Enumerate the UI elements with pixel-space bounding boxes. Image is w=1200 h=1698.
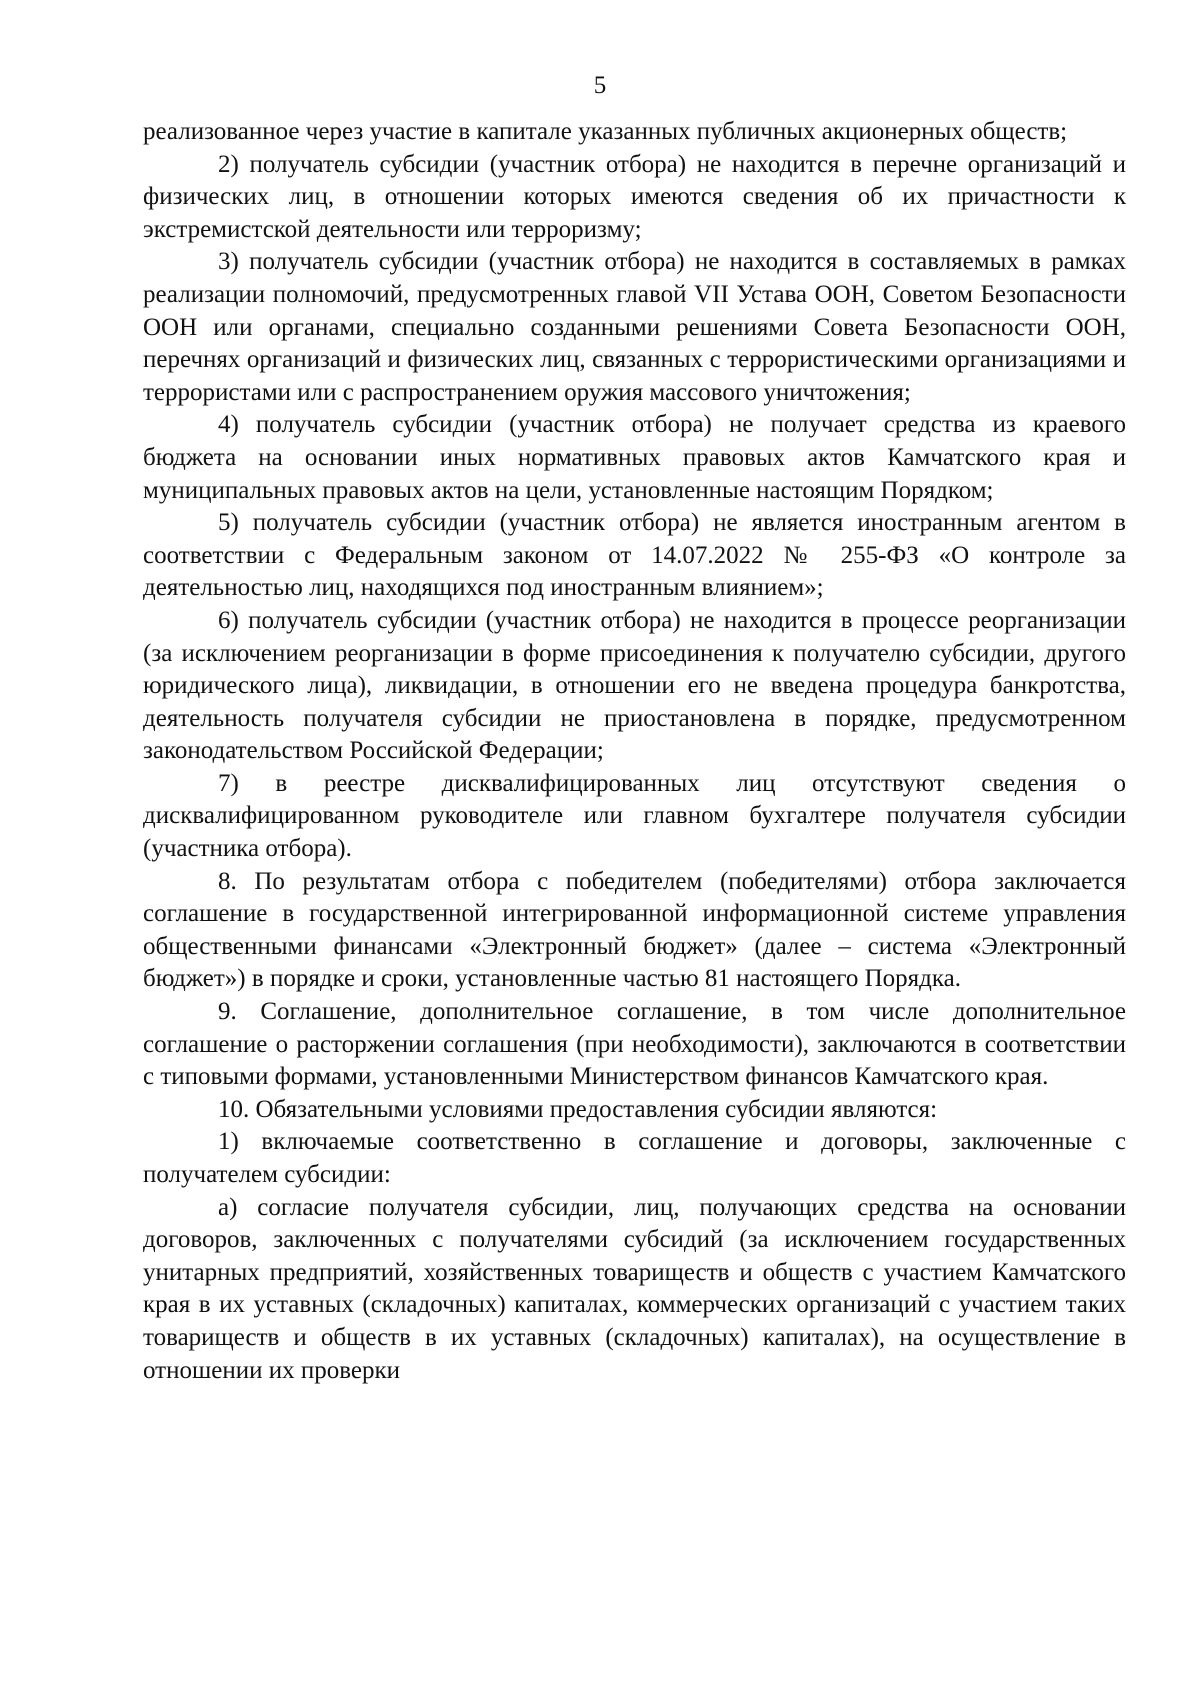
paragraph: 4) получатель субсидии (участник отбора) не получает средства из краевого бюджета на основании иных нормативных правовых актов Камчатского края и муниципальных правовых актов на цели, установленные настоящим Порядком; <box>143 411 1126 504</box>
paragraph: реализованное через участие в капитале указанных публичных акционерных обществ; <box>143 118 1068 145</box>
paragraph: 8. По результатам отбора с победителем (победителями) отбора заключается соглашение в государственной интегрированной информационной системе управления общественными финансами «Электронный бюджет» (далее – система «Электронный бюджет») в порядке и сроки, установленные частью 81 настоящего Порядка. <box>143 867 1126 993</box>
paragraph: 1) включаемые соответственно в соглашение и договоры, заключенные с получателем субсидии: <box>143 1128 1126 1188</box>
paragraph: 7) в реестре дисквалифицированных лиц отсутствуют сведения о дисквалифицированном руководителе или главном бухгалтере получателя субсидии (участника отбора). <box>143 769 1126 863</box>
paragraph: 10. Обязательными условиями предоставления субсидии являются: <box>218 1095 938 1123</box>
page-number: 5 <box>593 72 607 99</box>
paragraph: 3) получатель субсидии (участник отбора) не находится в составляемых в рамках реализации полномочий, предусмотренных главой VII Устава ООН, Советом Безопасности ООН или органами, специально созданными решениями Совета Безопасности ООН, перечнях организаций и физических лиц, связанных с террористическими организациями и террористами или с распространением оружия массового уничтожения; <box>143 248 1126 406</box>
paragraph: а) согласие получателя субсидии, лиц, получающих средства на основании договоров, заключенных с получателями субсидий (за исключением государственных унитарных предприятий, хозяйственных товариществ и обществ с участием Камчатского края в их уставных (складочных) капиталах, коммерческих организаций с участием таких товариществ и обществ в их уставных (складочных) капиталах), на осуществление в отношении их проверки <box>143 1193 1126 1384</box>
document-body <box>143 116 1126 1387</box>
paragraph: 6) получатель субсидии (участник отбора) не находится в процессе реорганизации (за исключением реорганизации в форме присоединения к получателю субсидии, другого юридического лица), ликвидации, в отношении его не введена процедура банкротства, деятельность получателя субсидии не приостановлена в порядке, предусмотренном законодательством Российской Федерации; <box>143 606 1126 765</box>
paragraph: 5) получатель субсидии (участник отбора) не является иностранным агентом в соответствии с Федеральным законом от 14.07.2022 № 255-ФЗ «О контроле за деятельностью лиц, находящихся под иностранным влиянием»; <box>143 509 1126 602</box>
paragraph: 2) получатель субсидии (участник отбора) не находится в перечне организаций и физических лиц, в отношении которых имеются сведения об их причастности к экстремистской деятельности или терроризму; <box>143 150 1126 243</box>
paragraph: 9. Соглашение, дополнительное соглашение, в том числе дополнительное соглашение о расторжении соглашения (при необходимости), заключаются в соответствии с типовыми формами, установленными Министерством финансов Камчатского края. <box>143 998 1126 1091</box>
